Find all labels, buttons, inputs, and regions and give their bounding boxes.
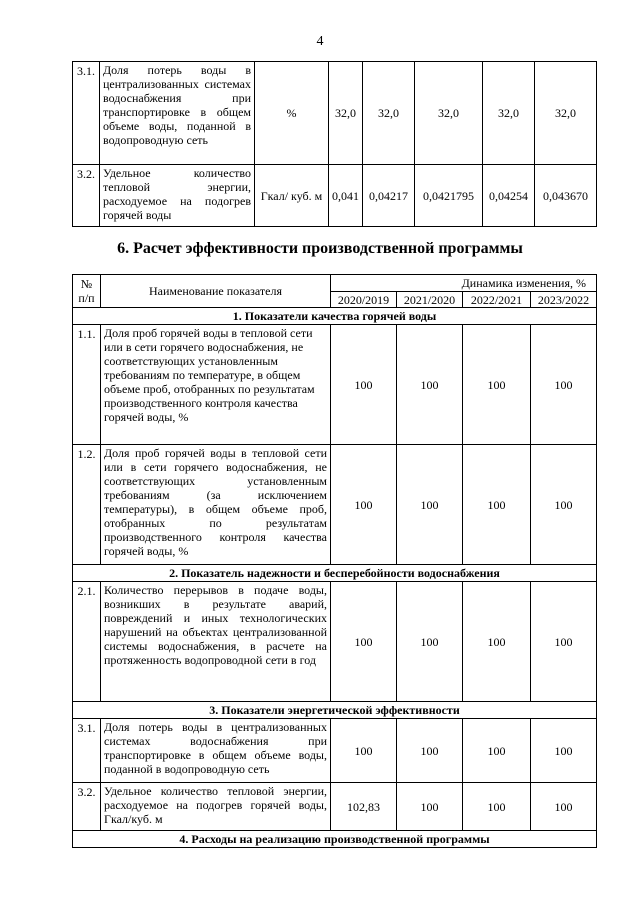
value-cell: 0,04217 [363, 165, 415, 227]
table-row [73, 783, 597, 831]
section-title: 3. Показатели энергетической эффективности [73, 702, 597, 719]
value-cell: 100 [463, 783, 531, 831]
value-cell: 100 [531, 445, 597, 565]
row-number: 3.2. [73, 783, 101, 831]
value-cell: 32,0 [363, 62, 415, 165]
indicator-name: Количество перерывов в подаче воды, возникших в результате аварий, повреждений и иных технологических нарушений на объектах централизованной системы водоснабжения, в расчете на протяженность водопроводной сети в год [101, 582, 331, 702]
year-header: 2023/2022 [531, 292, 597, 308]
value-cell: 102,83 [331, 783, 397, 831]
value-cell: 0,04254 [483, 165, 535, 227]
table-row [73, 325, 597, 445]
unit-cell: % [255, 62, 329, 165]
section-row [73, 308, 597, 325]
table-row [73, 445, 597, 565]
year-header: 2020/2019 [331, 292, 397, 308]
indicator-name: Удельное количество тепловой энергии, расходуемое на подогрев горячей воды, Гкал/куб. м [101, 783, 331, 831]
value-cell: 100 [463, 445, 531, 565]
value-cell: 100 [531, 325, 597, 445]
table-row [73, 165, 597, 227]
row-number: 3.1. [73, 62, 100, 165]
value-cell: 100 [397, 445, 463, 565]
indicator-name: Удельное количество тепловой энергии, расходуемое на подогрев горячей воды [100, 165, 255, 227]
row-number: 2.1. [73, 582, 101, 702]
value-cell: 100 [531, 719, 597, 783]
section-title: 2. Показатель надежности и бесперебойности водоснабжения [73, 565, 597, 582]
table-row [73, 62, 597, 165]
table-row [73, 719, 597, 783]
section-row [73, 831, 597, 848]
indicator-name: Доля проб горячей воды в тепловой сети или в сети горячего водоснабжения, не соответствующих установленным требованиям по температуре, в общем объеме проб, отобранных по результатам производственного контроля качества горячей воды, % [101, 325, 331, 445]
value-cell: 100 [463, 719, 531, 783]
section-title: 4. Расходы на реализацию производственной программы [73, 831, 597, 848]
value-cell: 32,0 [483, 62, 535, 165]
section-heading: 6. Расчет эффективности производственной программы [117, 240, 523, 257]
section-row [73, 565, 597, 582]
row-number: 1.2. [73, 445, 101, 565]
year-header: 2022/2021 [463, 292, 531, 308]
value-cell: 100 [531, 582, 597, 702]
value-cell: 0,0421795 [415, 165, 483, 227]
col-num-header: № п/п [73, 275, 101, 308]
indicator-name: Доля проб горячей воды в тепловой сети или в сети горячего водоснабжения, не соответствующих установленным требованиям (за исключением температуры), в общем объеме проб, отобранных по результатам производственного контроля качества горячей воды, % [101, 445, 331, 565]
value-cell: 32,0 [535, 62, 597, 165]
row-number: 3.1. [73, 719, 101, 783]
value-cell: 0,043670 [535, 165, 597, 227]
value-cell: 100 [331, 445, 397, 565]
value-cell: 0,041 [329, 165, 363, 227]
row-number: 1.1. [73, 325, 101, 445]
col-name-header: Наименование показателя [101, 275, 331, 308]
value-cell: 100 [397, 719, 463, 783]
value-cell: 32,0 [415, 62, 483, 165]
value-cell: 100 [331, 719, 397, 783]
unit-cell: Гкал/ куб. м [255, 165, 329, 227]
table-row [73, 582, 597, 702]
value-cell: 100 [331, 325, 397, 445]
indicator-name: Доля потерь воды в централизованных системах водоснабжения при транспортировке в общем объеме воды, поданной в водопроводную сеть [100, 62, 255, 165]
row-number: 3.2. [73, 165, 100, 227]
indicator-name: Доля потерь воды в централизованных системах водоснабжения при транспортировке в общем объеме воды, поданной в водопроводную сеть [101, 719, 331, 783]
year-header: 2021/2020 [397, 292, 463, 308]
value-cell: 100 [397, 325, 463, 445]
efficiency-table [72, 274, 597, 848]
section-row [73, 702, 597, 719]
value-cell: 100 [463, 325, 531, 445]
value-cell: 100 [531, 783, 597, 831]
value-cell: 100 [331, 582, 397, 702]
value-cell: 100 [463, 582, 531, 702]
page-number: 4 [316, 34, 324, 49]
section-title: 1. Показатели качества горячей воды [73, 308, 597, 325]
water-loss-table [72, 61, 597, 227]
value-cell: 100 [397, 582, 463, 702]
col-dynamics-header: Динамика изменения, % [331, 275, 597, 292]
header-row [73, 275, 597, 292]
value-cell: 100 [397, 783, 463, 831]
value-cell: 32,0 [329, 62, 363, 165]
